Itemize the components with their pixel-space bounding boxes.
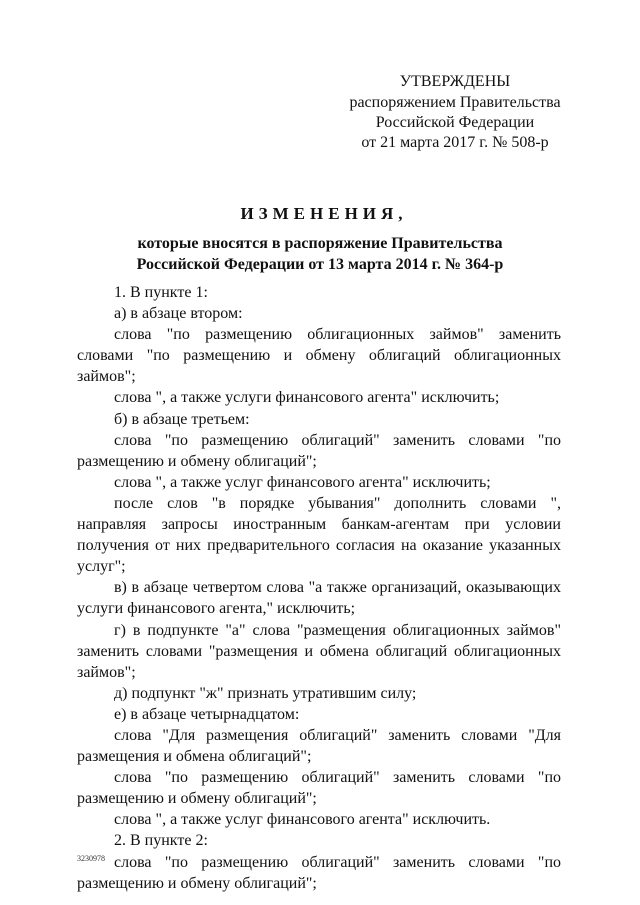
paragraph-5: б) в абзаце третьем:	[114, 410, 250, 428]
paragraph-14: слова "по размещению облигаций" заменить словами "по размещению и обмену облигаций";	[77, 769, 561, 808]
title-main: ИЗМЕНЕНИЯ,	[240, 204, 408, 223]
approval-line-1: распоряжением Правительства	[349, 94, 561, 111]
document-title	[0, 203, 640, 275]
document-code: 3230978	[77, 854, 105, 863]
paragraph-10: г) в подпункте "а" слова "размещения облигационных займов" заменить словами "размещения и обмена облигаций облигационных займов";	[77, 621, 561, 681]
approval-heading: УТВЕРЖДЕНЫ	[399, 73, 511, 90]
paragraph-12: е) в абзаце четырнадцатом:	[114, 705, 300, 723]
document-body	[77, 282, 561, 894]
paragraph-16: 2. В пункте 2:	[114, 832, 208, 850]
approval-line-2: Российской Федерации	[375, 114, 535, 131]
title-subtitle-line-1: которые вносятся в распоряжение Правительства	[137, 235, 503, 252]
approval-stamp	[330, 72, 580, 153]
paragraph-17: слова "по размещению облигаций" заменить словами "по размещению и обмену облигаций";	[77, 853, 561, 892]
paragraph-1: 1. В пункте 1:	[114, 284, 208, 301]
title-subtitle-line-2: Российской Федерации от 13 марта 2014 г. № 364-р	[136, 256, 504, 273]
paragraph-13: слова "Для размещения облигаций" заменить словами "Для размещения и обмена облигаций";	[77, 726, 561, 766]
paragraph-2: а) в абзаце втором:	[114, 305, 243, 323]
paragraph-15: слова ", а также услуг финансового агента" исключить.	[114, 811, 491, 829]
paragraph-4: слова ", а также услуги финансового агента" исключить;	[114, 389, 500, 407]
paragraph-11: д) подпункт "ж" признать утратившим силу;	[114, 684, 417, 702]
paragraph-9: в) в абзаце четвертом слова "а также организаций, оказывающих услуги финансового агента," исключить;	[77, 579, 561, 618]
paragraph-3: слова "по размещению облигационных займов" заменить словами "по размещению и обмену облигаций облигационных займов";	[77, 326, 561, 386]
title-subtitle	[0, 233, 640, 275]
paragraph-6: слова "по размещению облигаций" заменить словами "по размещению и обмену облигаций";	[77, 431, 561, 470]
paragraph-8: после слов "в порядке убывания" дополнить словами ", направляя запросы иностранным банкам-агентам при условии получения от них предварительного согласия на оказание указанных услуг";	[77, 494, 561, 576]
paragraph-7: слова ", а также услуг финансового агента" исключить;	[114, 473, 491, 491]
approval-line-3: от 21 марта 2017 г. № 508-р	[361, 134, 549, 151]
